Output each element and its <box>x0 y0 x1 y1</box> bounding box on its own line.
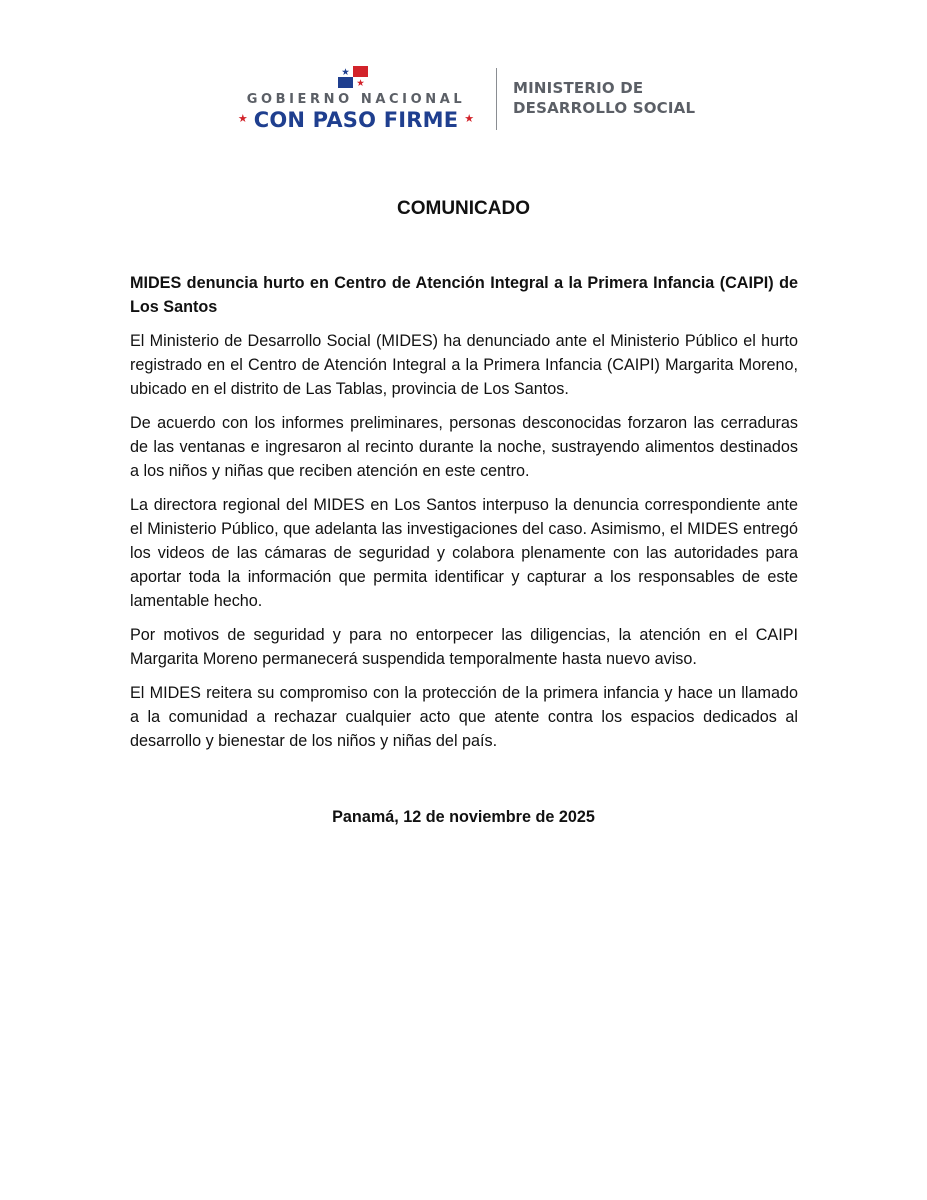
ministry-line-1: MINISTERIO DE <box>513 79 644 97</box>
government-logo <box>230 64 482 134</box>
letterhead <box>230 64 700 134</box>
ministry-name <box>513 78 695 118</box>
panama-flag-icon <box>338 66 368 88</box>
paragraph-2: De acuerdo con los informes preliminares, personas desconocidas forzaron las cerraduras de las ventanas e ingresaron al recinto durante la noche, sustrayendo alimentos destinados a los niños y niñas que reciben atención en este centro. <box>130 414 798 480</box>
gov-slogan-row <box>230 108 482 132</box>
ministry-line-2: DESARROLLO SOCIAL <box>513 99 696 117</box>
star-icon: ★ <box>237 112 248 125</box>
gov-name: GOBIERNO NACIONAL <box>246 92 466 107</box>
header-divider <box>496 68 497 130</box>
gov-slogan: CON PASO FIRME <box>253 108 459 132</box>
paragraph-4: Por motivos de seguridad y para no entorpecer las diligencias, la atención en el CAIPI Margarita Moreno permanecerá suspendida temporalmente hasta nuevo aviso. <box>130 626 798 668</box>
paragraph-5: El MIDES reitera su compromiso con la protección de la primera infancia y hace un llamado a la comunidad a rechazar cualquier acto que atente contra los espacios dedicados al desarrollo y bienestar de los niños y niñas del país. <box>130 684 798 750</box>
document-title: COMUNICADO <box>397 198 530 219</box>
star-icon: ★ <box>464 112 475 125</box>
dateline: Panamá, 12 de noviembre de 2025 <box>332 808 595 826</box>
document-body <box>130 271 798 763</box>
headline: MIDES denuncia hurto en Centro de Atención Integral a la Primera Infancia (CAIPI) de Los Santos <box>130 274 798 316</box>
paragraph-1: El Ministerio de Desarrollo Social (MIDES) ha denunciado ante el Ministerio Público el hurto registrado en el Centro de Atención Integral a la Primera Infancia (CAIPI) Margarita Moreno, ubicado en el distrito de Las Tablas, provincia de Los Santos. <box>130 332 798 398</box>
paragraph-3: La directora regional del MIDES en Los Santos interpuso la denuncia correspondiente ante el Ministerio Público, que adelanta las investigaciones del caso. Asimismo, el MIDES entregó los videos de las cámaras de seguridad y colabora plenamente con las autoridades para aportar toda la información que permita identificar y capturar a los responsables de este lamentable hecho. <box>130 496 798 610</box>
